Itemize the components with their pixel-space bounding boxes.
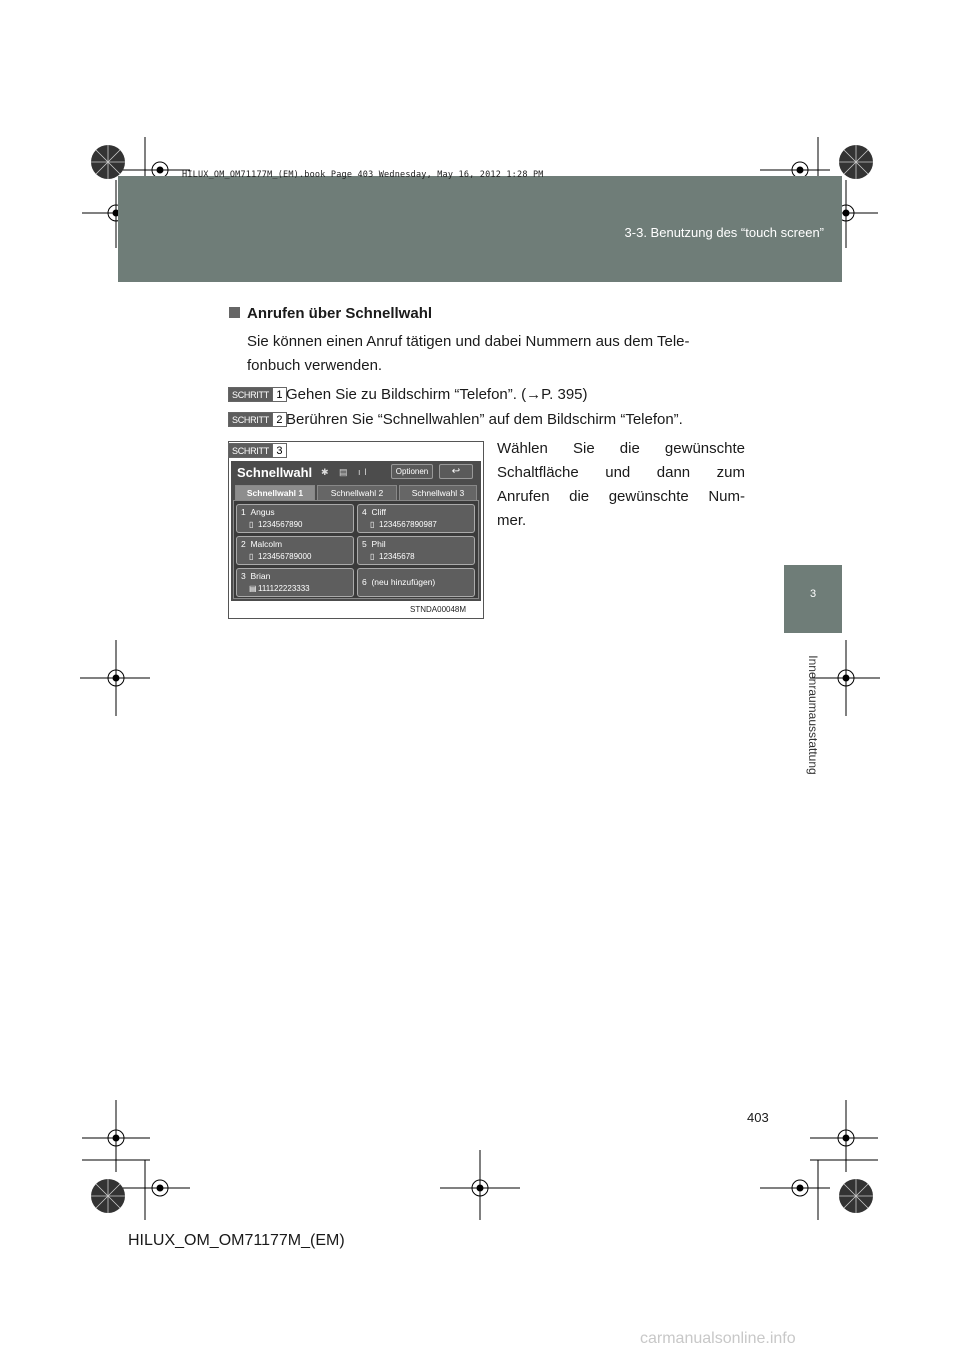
entry-number: 123456789000 — [258, 552, 312, 561]
section-heading-text: Anrufen über Schnellwahl — [247, 305, 433, 322]
entry-number: 1234567890987 — [379, 520, 437, 529]
entry-number: 12345678 — [379, 552, 415, 561]
entry-number: 111122223333 — [258, 584, 310, 593]
entry-name: Phil — [371, 539, 386, 549]
intro-line-2: fonbuch verwenden. — [247, 357, 383, 374]
entry-slot: 4 — [362, 507, 367, 517]
step-badge-number: 1 — [272, 388, 286, 401]
section-heading — [229, 305, 432, 322]
entry-name: (neu hinzufügen) — [371, 577, 436, 587]
screen-title: Schnellwahl — [237, 465, 313, 480]
file-stamp: HILUX_OM_OM71177M_(EM).book Page 403 Wednesday, May 16, 2012 1:28 PM — [182, 170, 544, 180]
entry-name: Brian — [250, 571, 271, 581]
entry-slot: 3 — [241, 571, 246, 581]
tab-speed-dial-1[interactable]: Schnellwahl 1 — [235, 485, 315, 500]
step-badge-label: SCHRITT — [229, 388, 272, 401]
watermark: carmanualsonline.info — [640, 1330, 796, 1347]
step-3-line: mer. — [497, 512, 527, 529]
tab-speed-dial-3[interactable]: Schnellwahl 3 — [399, 485, 477, 500]
entry-slot: 2 — [241, 539, 246, 549]
step-badge-1 — [228, 387, 287, 402]
back-button[interactable]: ↩ — [439, 464, 473, 479]
step-badge-number: 3 — [272, 444, 286, 457]
entry-slot: 5 — [362, 539, 367, 549]
step-badge-number: 2 — [272, 413, 286, 426]
section-title: 3-3. Benutzung des “touch screen” — [624, 225, 824, 240]
entry-name: Cliff — [371, 507, 386, 517]
bluetooth-status-icon: ✱ ▤ ıl — [321, 467, 371, 477]
speed-dial-entry[interactable] — [357, 504, 475, 533]
speed-dial-entry[interactable] — [236, 536, 354, 565]
step-1-text: Gehen Sie zu Bildschirm “Telefon”. (→P. 395) — [286, 386, 588, 403]
entry-name: Angus — [250, 507, 275, 517]
speed-dial-entry[interactable] — [236, 504, 354, 533]
speed-dial-grid — [233, 500, 479, 599]
step-3-text — [497, 437, 745, 533]
speed-dial-screen — [231, 461, 481, 601]
phone-icon: ▯ — [249, 552, 254, 561]
entry-slot: 1 — [241, 507, 246, 517]
phone-icon: ▯ — [370, 520, 375, 529]
intro-line-1: Sie können einen Anruf tätigen und dabei Nummern aus dem Tele- — [247, 333, 690, 350]
phone-icon: ▯ — [249, 520, 254, 529]
page-number: 403 — [747, 1110, 769, 1125]
entry-name: Malcolm — [250, 539, 283, 549]
chapter-label: Innenraumausstattung — [806, 655, 820, 775]
phone-icon: ▯ — [370, 552, 375, 561]
step-badge-label: SCHRITT — [229, 413, 272, 426]
entry-number: 1234567890 — [258, 520, 303, 529]
step-3-line: Anrufen die gewünschte Num- — [497, 488, 745, 505]
options-button[interactable]: Optionen — [391, 464, 433, 479]
entry-slot: 6 — [362, 577, 367, 587]
step-badge-3 — [228, 443, 287, 458]
step-3-line: Schaltfläche und dann zum — [497, 464, 745, 481]
chapter-number: 3 — [809, 588, 817, 600]
step-2-text: Berühren Sie “Schnellwahlen” auf dem Bildschirm “Telefon”. — [286, 411, 683, 428]
step-badge-2 — [228, 412, 287, 427]
tab-speed-dial-2[interactable]: Schnellwahl 2 — [317, 485, 397, 500]
document-code: HILUX_OM_OM71177M_(EM) — [128, 1232, 345, 1249]
speed-dial-entry[interactable] — [357, 536, 475, 565]
step-badge-label: SCHRITT — [229, 444, 272, 457]
speed-dial-entry-add[interactable] — [357, 568, 475, 597]
office-phone-icon: ▤ — [249, 584, 257, 593]
step-3-line: Wählen Sie die gewünschte — [497, 440, 745, 457]
square-bullet-icon — [229, 307, 240, 318]
speed-dial-entry[interactable] — [236, 568, 354, 597]
figure-code: STNDA00048M — [410, 605, 467, 614]
